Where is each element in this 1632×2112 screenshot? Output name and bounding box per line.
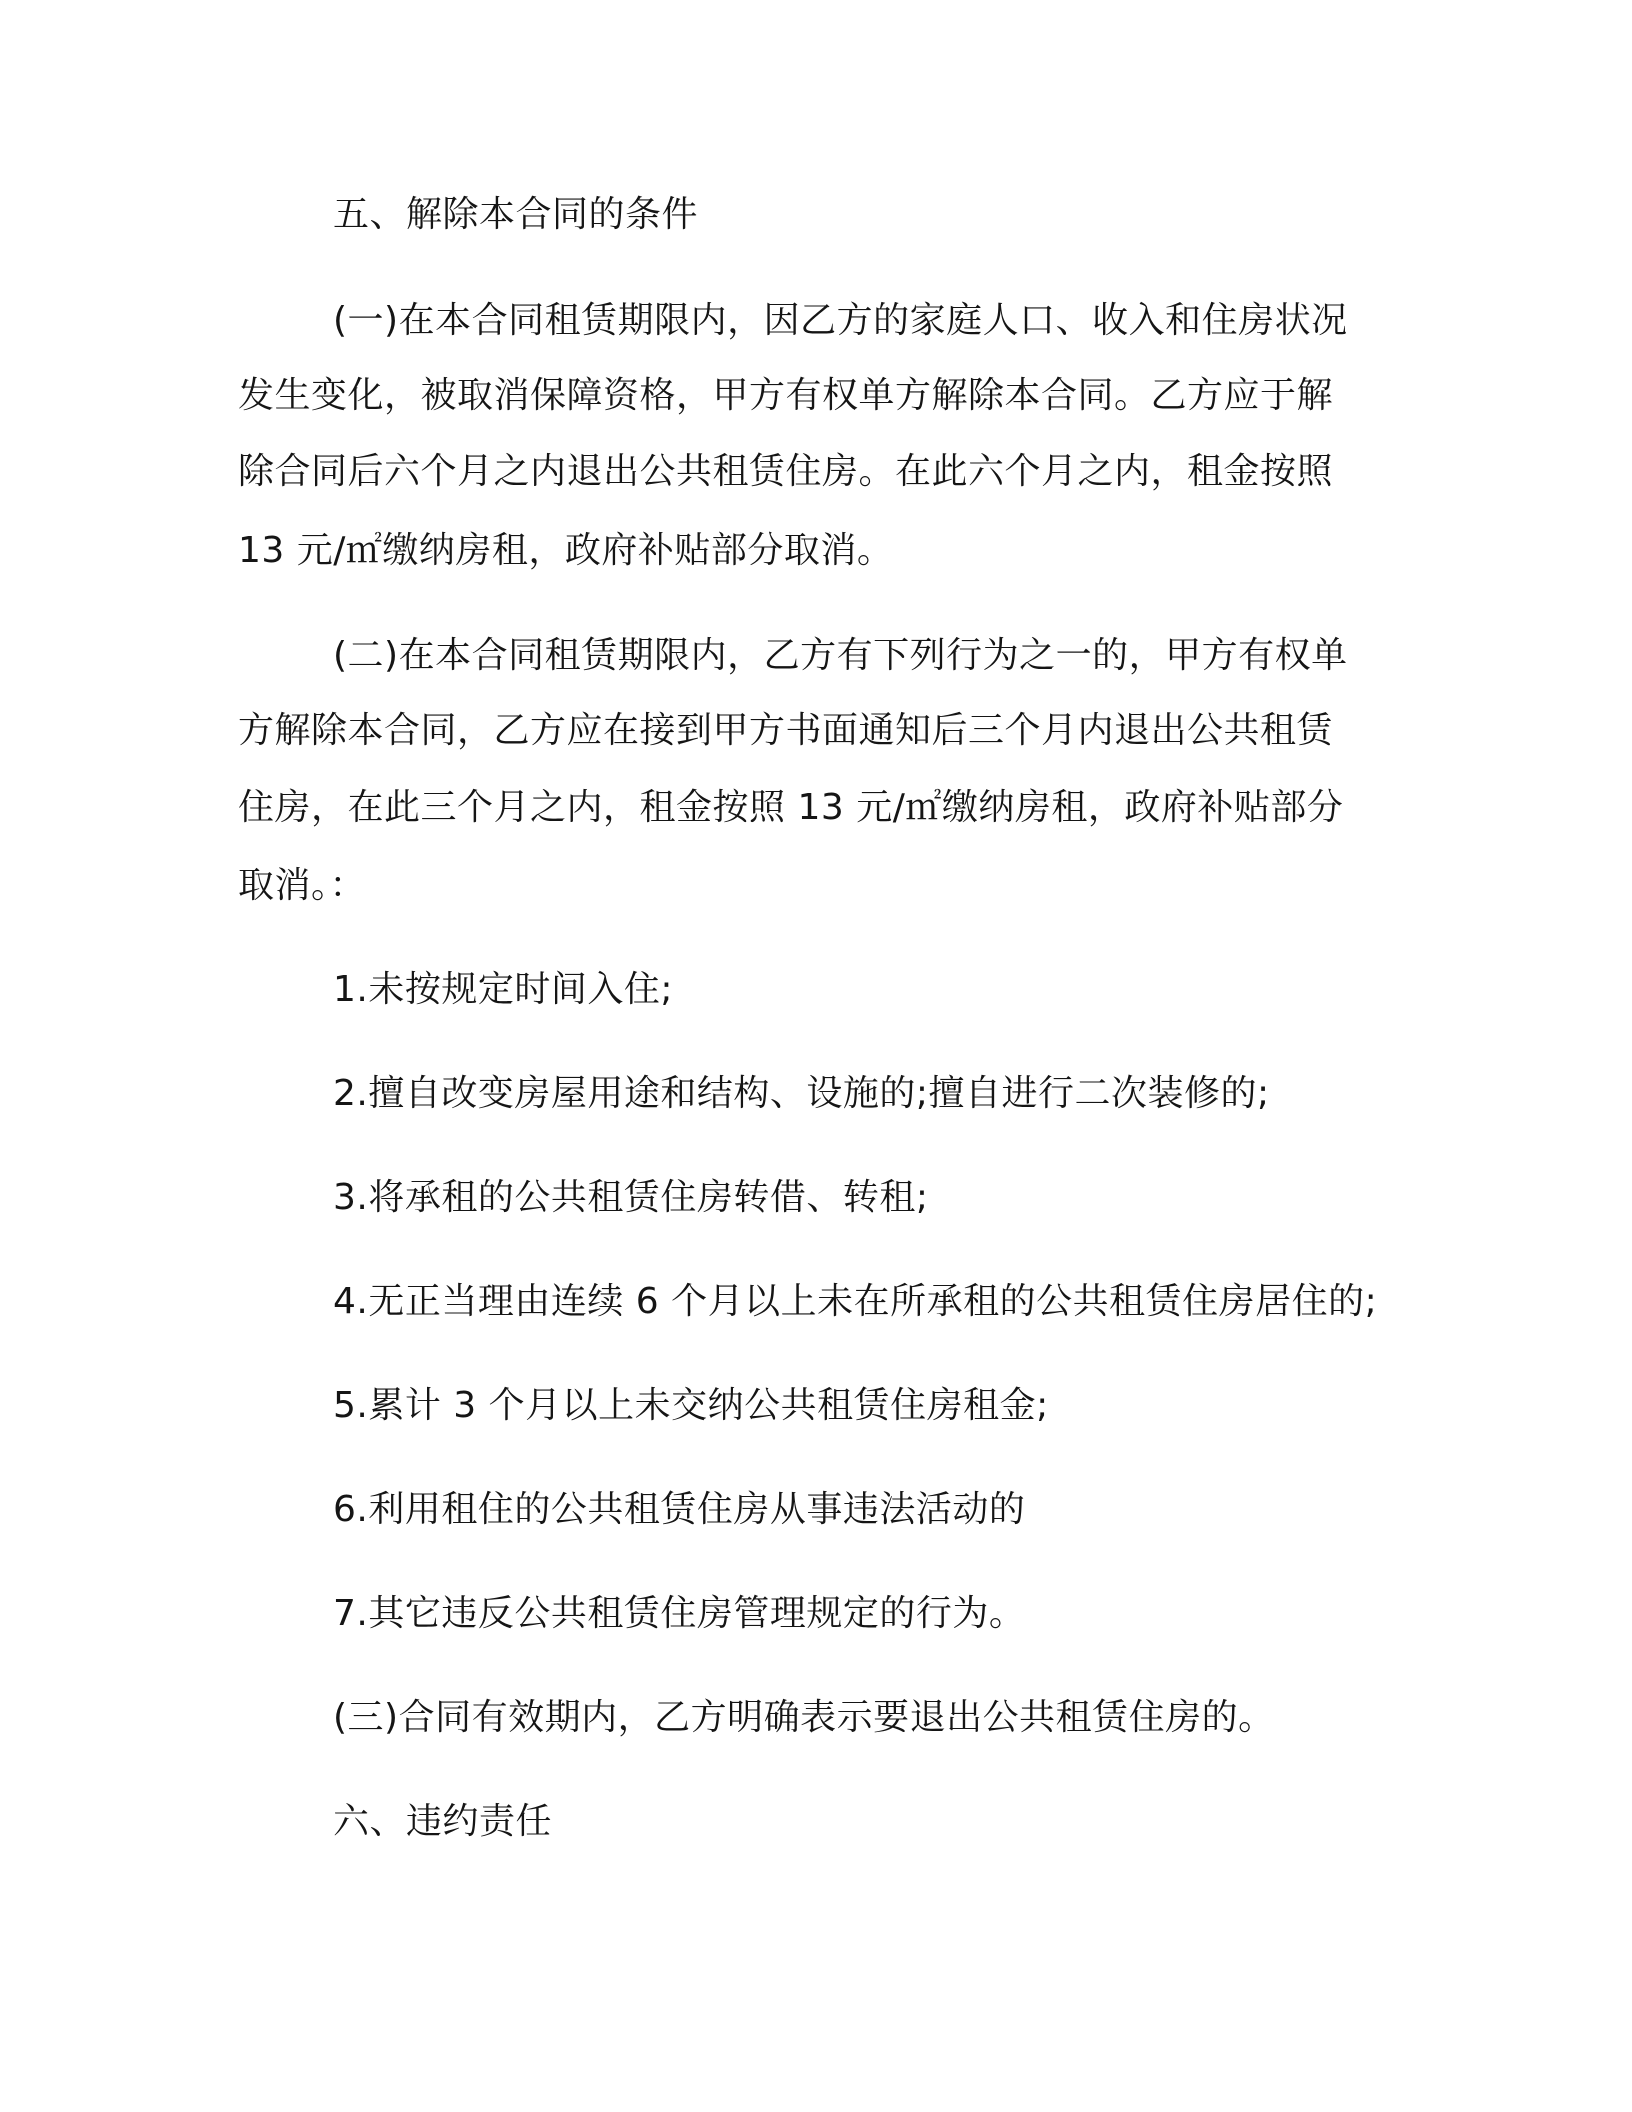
- section-heading-liability: 六、违约责任: [333, 1801, 553, 1842]
- clause-1-line-1: (一)在本合同租赁期限内，因乙方的家庭人口、收入和住房状况: [333, 300, 1348, 341]
- list-item-1: 1.未按规定时间入住;: [333, 969, 673, 1010]
- clause-1-line-3: 除合同后六个月之内退出公共租赁住房。在此六个月之内，租金按照: [238, 451, 1334, 492]
- list-item-3: 3.将承租的公共租赁住房转借、转租;: [333, 1177, 929, 1218]
- clause-1-line-4: 13 元/㎡缴纳房租，政府补贴部分取消。: [238, 530, 894, 571]
- clause-3: (三)合同有效期内，乙方明确表示要退出公共租赁住房的。: [333, 1697, 1275, 1738]
- list-item-5: 5.累计 3 个月以上未交纳公共租赁住房租金;: [333, 1385, 1049, 1426]
- clause-1-line-2: 发生变化，被取消保障资格，甲方有权单方解除本合同。乙方应于解: [238, 375, 1334, 416]
- clause-2-line-4: 取消。：: [238, 865, 367, 906]
- section-heading-termination: 五、解除本合同的条件: [333, 194, 699, 235]
- clause-2-line-1: (二)在本合同租赁期限内，乙方有下列行为之一的，甲方有权单: [333, 635, 1348, 676]
- list-item-2: 2.擅自改变房屋用途和结构、设施的;擅自进行二次装修的;: [333, 1073, 1270, 1114]
- clause-2-line-3: 住房，在此三个月之内，租金按照 13 元/㎡缴纳房租，政府补贴部分: [238, 787, 1344, 828]
- clause-2-line-2: 方解除本合同，乙方应在接到甲方书面通知后三个月内退出公共租赁: [238, 710, 1334, 751]
- list-item-6: 6.利用租住的公共租赁住房从事违法活动的: [333, 1489, 1026, 1530]
- list-item-4: 4.无正当理由连续 6 个月以上未在所承租的公共租赁住房居住的;: [333, 1281, 1378, 1322]
- list-item-7: 7.其它违反公共租赁住房管理规定的行为。: [333, 1593, 1026, 1634]
